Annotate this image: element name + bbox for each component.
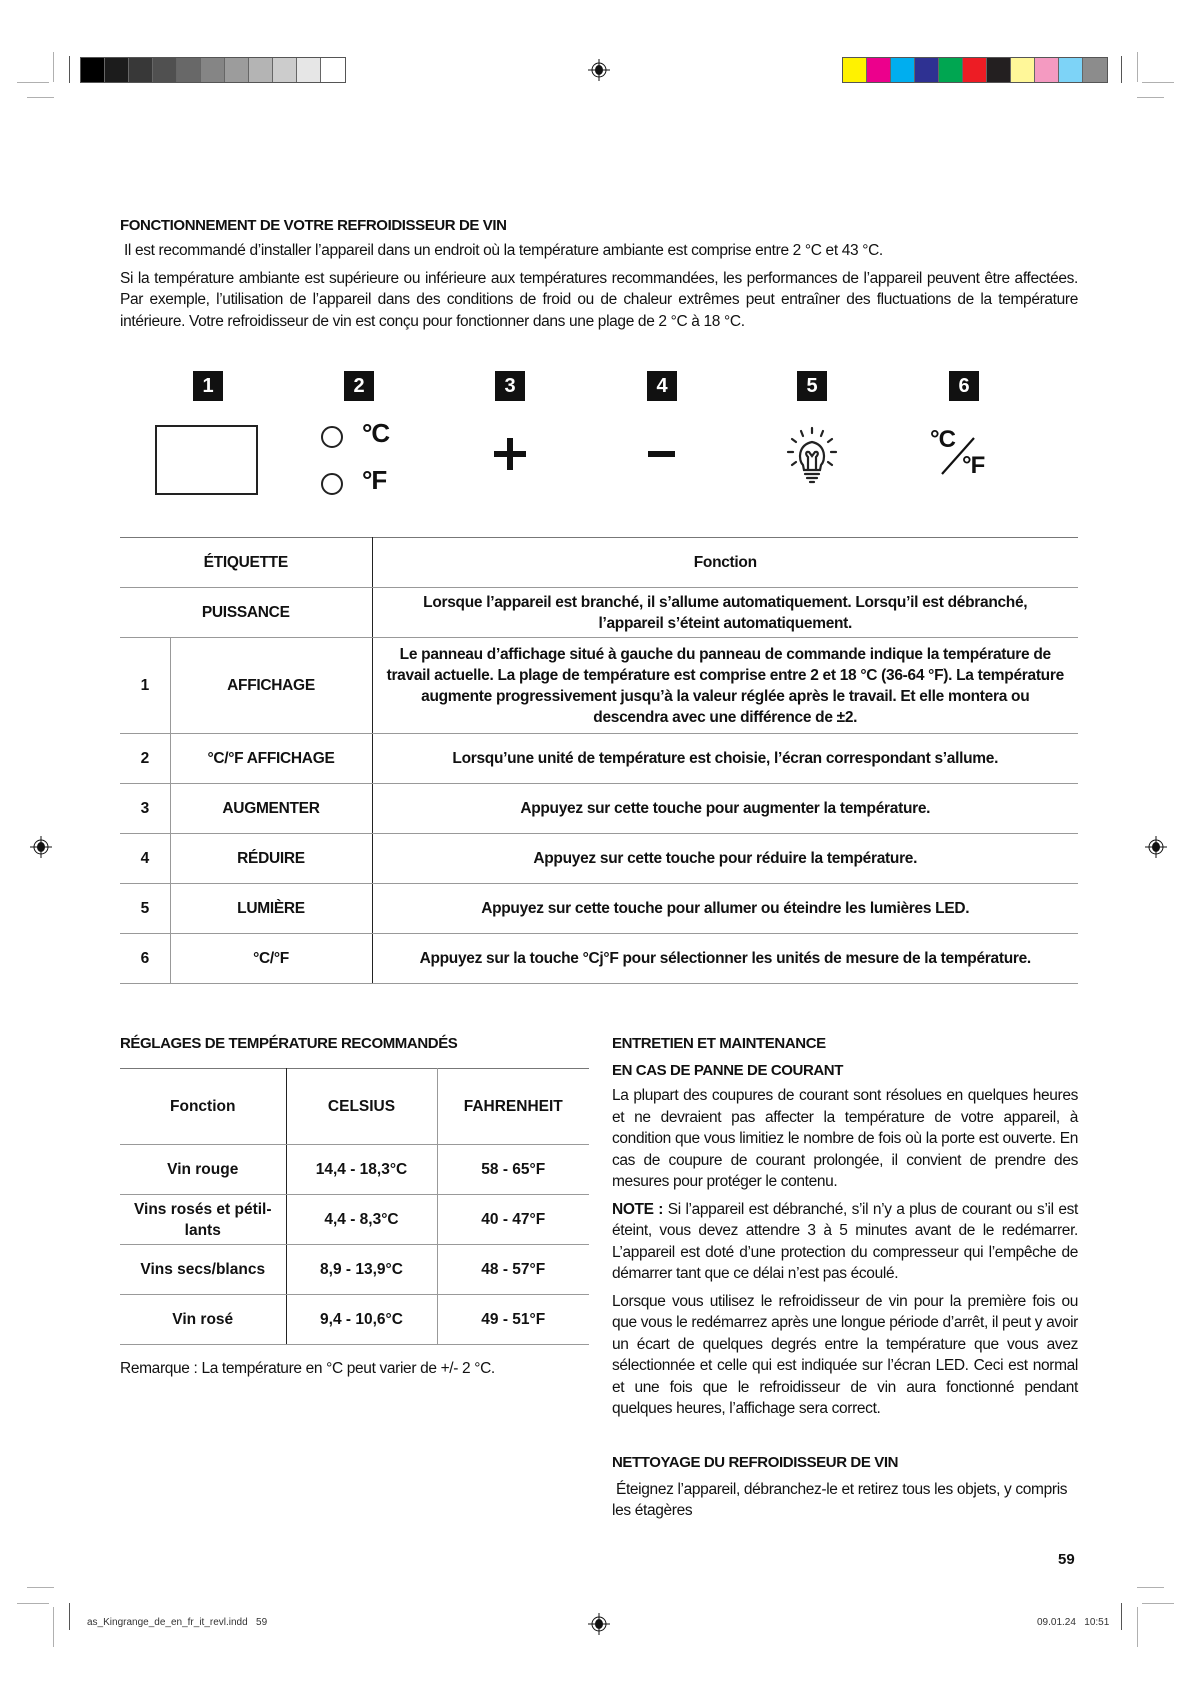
- celsius-range: 8,9 - 13,9°C: [286, 1245, 437, 1295]
- row-number: 6: [120, 934, 170, 984]
- header-celsius: CELSIUS: [286, 1069, 437, 1145]
- row-number: 2: [120, 734, 170, 784]
- temperature-settings-title: RÉGLAGES DE TEMPÉRATURE RECOMMANDÉS: [120, 1035, 458, 1052]
- celsius-range: 14,4 - 18,3°C: [286, 1145, 437, 1195]
- grayscale-swatch: [201, 58, 225, 82]
- registration-mark-icon: [588, 59, 610, 81]
- number-badge-5: 5: [797, 371, 827, 401]
- temperature-table: [120, 1068, 589, 1345]
- registration-mark-icon: [1145, 836, 1167, 858]
- celsius-indicator-icon: [321, 426, 343, 448]
- number-badge-3: 3: [495, 371, 525, 401]
- footer-timestamp: 09.01.24 10:51: [1037, 1617, 1110, 1628]
- header-label: ÉTIQUETTE: [120, 538, 372, 588]
- row-label: LUMIÈRE: [170, 884, 372, 934]
- row-number: 3: [120, 784, 170, 834]
- header-fahrenheit: FAHRENHEIT: [437, 1069, 589, 1145]
- table-row: [120, 784, 1078, 834]
- table-row: [120, 638, 1078, 734]
- number-badge-1: 1: [193, 371, 223, 401]
- color-swatch: [963, 58, 987, 82]
- color-swatch: [1083, 58, 1107, 82]
- color-swatch: [1011, 58, 1035, 82]
- power-description: Lorsque l’appareil est branché, il s’allume automatiquement. Lorsqu’il est débranché, l’appareil s’éteint automatiquement.: [372, 588, 1078, 638]
- color-swatch: [915, 58, 939, 82]
- fahrenheit-range: 48 - 57°F: [437, 1245, 589, 1295]
- color-swatch: [867, 58, 891, 82]
- operation-para-1: Il est recommandé d’installer l’appareil dans un endroit où la température ambiante est comprise entre 2 °C et 43 °C.: [120, 242, 883, 259]
- power-label: PUISSANCE: [120, 588, 372, 638]
- row-number: 4: [120, 834, 170, 884]
- row-description: Le panneau d’affichage situé à gauche du panneau de commande indique la température de travail actuelle. La plage de température est comprise entre 2 et 18 °C (36-64 °F). La température augmente progressivement jusqu’à la valeur réglée après le travail. Et elle montera ou descendra avec une différence de ±2.: [372, 638, 1078, 734]
- fahrenheit-indicator-icon: [321, 473, 343, 495]
- fahrenheit-range: 58 - 65°F: [437, 1145, 589, 1195]
- grayscale-swatch: [81, 58, 105, 82]
- toggle-celsius-label: °C: [930, 426, 955, 453]
- first-use-para: Lorsque vous utilisez le refroidisseur de vin pour la première fois ou que vous le redémarrez après une longue période d’arrêt, il peut y avoir un écart de quelques degrés entre la température que vous avez sélectionnée et celle qui est indiquée sur l’écran LED. Ceci est normal et une fois que le refroidisseur de vin aura fonctionné pendant quelques heures, l’affichage sera correct.: [612, 1292, 1078, 1417]
- grayscale-swatch: [177, 58, 201, 82]
- wine-type: Vin rouge: [120, 1145, 286, 1195]
- table-row-power: [120, 588, 1078, 638]
- minus-icon: [648, 451, 675, 457]
- table-row: [120, 1295, 589, 1345]
- fahrenheit-label: °F: [362, 465, 387, 495]
- wine-type: Vins rosés et pétil- lants: [120, 1195, 286, 1245]
- maintenance-section: [612, 1035, 1078, 1522]
- grayscale-swatch: [297, 58, 321, 82]
- toggle-fahrenheit-label: °F: [962, 452, 985, 479]
- number-badge-6: 6: [949, 371, 979, 401]
- table-row: [120, 734, 1078, 784]
- table-row: [120, 1195, 589, 1245]
- table-header-row: [120, 538, 1078, 588]
- table-row: [120, 884, 1078, 934]
- note-label: NOTE :: [612, 1200, 664, 1218]
- row-label: °C/°F: [170, 934, 372, 984]
- color-swatch: [987, 58, 1011, 82]
- power-outage-subtitle: EN CAS DE PANNE DE COURANT: [612, 1062, 844, 1079]
- display-screen-icon: [155, 425, 258, 495]
- row-number: 1: [120, 638, 170, 734]
- row-label: AUGMENTER: [170, 784, 372, 834]
- celsius-range: 9,4 - 10,6°C: [286, 1295, 437, 1345]
- fahrenheit-range: 49 - 51°F: [437, 1295, 589, 1345]
- row-label: RÉDUIRE: [170, 834, 372, 884]
- row-description: Appuyez sur cette touche pour augmenter la température.: [372, 784, 1078, 834]
- grayscale-swatch: [129, 58, 153, 82]
- function-table: [120, 537, 1078, 984]
- unit-toggle-icon: [930, 426, 990, 480]
- table-row: [120, 934, 1078, 984]
- row-number: 5: [120, 884, 170, 934]
- color-swatch: [843, 58, 867, 82]
- power-outage-para: La plupart des coupures de courant sont résolues en quelques heures et ne devraient pas affecter la température de votre appareil, à condition que vous limitiez le nombre de fois où la porte est ouverte. En cas de coupure de courant prolongée, il convient de prendre des mesures pour protéger le contenu.: [612, 1087, 1078, 1190]
- page-number: 59: [1058, 1551, 1075, 1568]
- registration-mark-icon: [588, 1613, 610, 1635]
- row-description: Appuyez sur la touche °Cj°F pour sélectionner les unités de mesure de la température.: [372, 934, 1078, 984]
- cleaning-title: NETTOYAGE DU REFROIDISSEUR DE VIN: [612, 1453, 899, 1471]
- row-label: °C/°F AFFICHAGE: [170, 734, 372, 784]
- grayscale-swatch: [105, 58, 129, 82]
- table-row: [120, 1245, 589, 1295]
- number-badge-2: 2: [344, 371, 374, 401]
- color-swatch: [1059, 58, 1083, 82]
- table-row: [120, 1145, 589, 1195]
- wine-type: Vins secs/blancs: [120, 1245, 286, 1295]
- row-description: Appuyez sur cette touche pour réduire la température.: [372, 834, 1078, 884]
- grayscale-swatch: [225, 58, 249, 82]
- number-badge-4: 4: [647, 371, 677, 401]
- note-para: [612, 1199, 1078, 1285]
- grayscale-swatch: [273, 58, 297, 82]
- grayscale-swatch: [153, 58, 177, 82]
- operation-para-2: Si la température ambiante est supérieure ou inférieure aux températures recommandées, les performances de l’appareil peuvent être affectées. Par exemple, l’utilisation de l’appareil dans des conditions de froid ou de chaleur extrêmes peut entraîner des fluctuations de la température intérieure. Votre refroidisseur de vin est conçu pour fonctionner dans une plage de 2 °C à 18 °C.: [120, 269, 1078, 330]
- row-label: AFFICHAGE: [170, 638, 372, 734]
- operation-section: [120, 217, 1078, 332]
- operation-title: FONCTIONNEMENT DE VOTRE REFROIDISSEUR DE VIN: [120, 217, 507, 234]
- grayscale-swatch: [249, 58, 273, 82]
- color-bar: [842, 57, 1108, 83]
- fahrenheit-range: 40 - 47°F: [437, 1195, 589, 1245]
- cleaning-para: Éteignez l’appareil, débranchez-le et retirez tous les objets, y compris les étagères: [612, 1480, 1072, 1519]
- color-swatch: [939, 58, 963, 82]
- light-bulb-icon: [782, 425, 842, 485]
- registration-mark-icon: [30, 836, 52, 858]
- color-swatch: [1035, 58, 1059, 82]
- celsius-label: °C: [362, 418, 390, 448]
- header-function: Fonction: [120, 1069, 286, 1145]
- plus-icon: [494, 438, 526, 470]
- note-text: Si l’appareil est débranché, s’il n’y a plus de courant ou s’il est éteint, vous devez attendre 3 à 5 minutes avant de le redémarrer. L’appareil est doté d’une protection du compresseur qui l’empêche de démarrer tant que ce délai n’est pas écoulé.: [612, 1200, 1078, 1282]
- table-row: [120, 834, 1078, 884]
- row-description: Appuyez sur cette touche pour allumer ou éteindre les lumières LED.: [372, 884, 1078, 934]
- wine-type: Vin rosé: [120, 1295, 286, 1345]
- temperature-header-row: [120, 1069, 589, 1145]
- celsius-range: 4,4 - 8,3°C: [286, 1195, 437, 1245]
- maintenance-title: ENTRETIEN ET MAINTENANCE: [612, 1035, 826, 1052]
- header-function: Fonction: [372, 538, 1078, 588]
- color-swatch: [891, 58, 915, 82]
- footer-file-name: as_Kingrange_de_en_fr_it_revl.indd 59: [87, 1617, 268, 1628]
- row-description: Lorsqu’une unité de température est choisie, l’écran correspondant s’allume.: [372, 734, 1078, 784]
- grayscale-bar: [80, 57, 346, 83]
- grayscale-swatch: [321, 58, 345, 82]
- temperature-note: Remarque : La température en °C peut varier de +/- 2 °C.: [120, 1360, 495, 1377]
